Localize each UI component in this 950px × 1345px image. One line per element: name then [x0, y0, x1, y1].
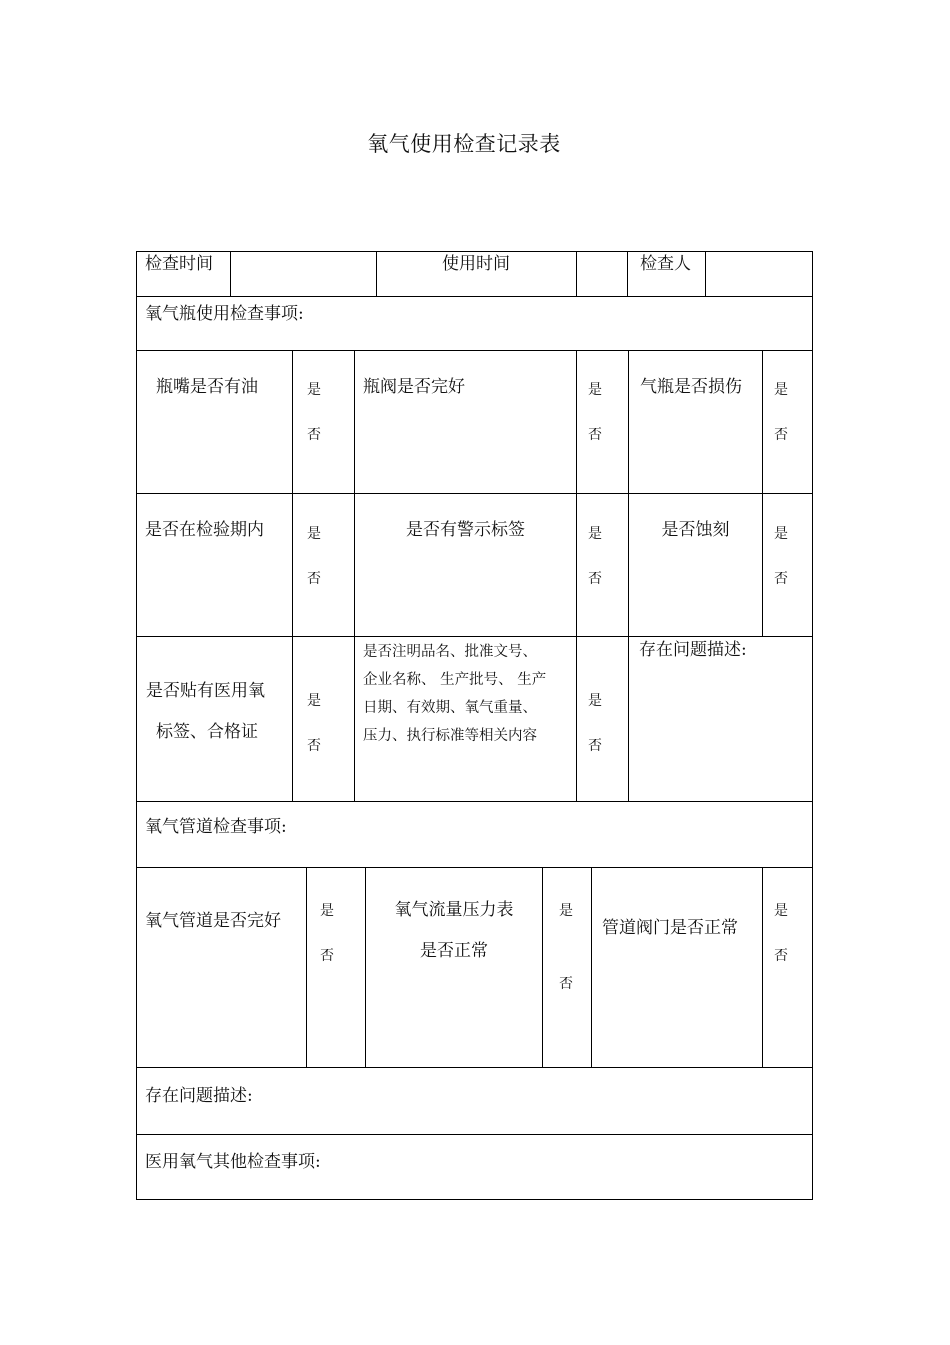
page-title: 氧气使用检查记录表 [367, 132, 561, 156]
inspector-label: 检查人 [640, 254, 691, 274]
no-option[interactable]: 否 [588, 571, 602, 587]
yes-option[interactable]: 是 [559, 903, 573, 919]
problem-description-label: 存在问题描述: [145, 1086, 253, 1106]
no-option[interactable]: 否 [774, 571, 788, 587]
flow-gauge-line2: 是否正常 [420, 941, 488, 961]
no-option[interactable]: 否 [774, 948, 788, 964]
no-option[interactable]: 否 [774, 427, 788, 443]
other-items-label: 医用氧气其他检查事项: [145, 1152, 321, 1172]
yes-option[interactable]: 是 [588, 526, 602, 542]
pipe-valve-label: 管道阀门是否正常 [602, 918, 738, 938]
inspection-period-label: 是否在检验期内 [145, 520, 264, 540]
warning-label-label: 是否有警示标签 [406, 520, 525, 540]
yes-option[interactable]: 是 [774, 903, 788, 919]
yes-option[interactable]: 是 [307, 382, 321, 398]
no-option[interactable]: 否 [307, 427, 321, 443]
flow-gauge-line1: 氧气流量压力表 [394, 900, 514, 920]
yes-option[interactable]: 是 [307, 526, 321, 542]
cylinder-section-heading: 氧气瓶使用检查事项: [145, 304, 304, 324]
no-option[interactable]: 否 [559, 976, 573, 992]
yes-option[interactable]: 是 [588, 693, 602, 709]
inspect-time-label: 检查时间 [145, 254, 213, 274]
cylinder-problem-label: 存在问题描述: [639, 640, 747, 660]
yes-option[interactable]: 是 [307, 693, 321, 709]
yes-option[interactable]: 是 [774, 382, 788, 398]
cylinder-damage-label: 气瓶是否损伤 [640, 377, 742, 397]
no-option[interactable]: 否 [307, 571, 321, 587]
inspection-form [136, 251, 813, 1200]
nozzle-oil-label: 瓶嘴是否有油 [156, 377, 258, 397]
label-detail-text: 是否注明品名、批准文号、 企业名称、 生产批号、 生产 日期、有效期、氧气重量、 压力、执行标准等相关内容 [363, 644, 547, 744]
use-time-label: 使用时间 [442, 254, 510, 274]
valve-intact-label: 瓶阀是否完好 [363, 377, 465, 397]
medical-label-line2: 标签、合格证 [156, 722, 258, 742]
no-option[interactable]: 否 [588, 738, 602, 754]
yes-option[interactable]: 是 [588, 382, 602, 398]
use-time-field[interactable] [577, 252, 627, 296]
no-option[interactable]: 否 [320, 948, 334, 964]
inspect-time-field[interactable] [231, 252, 376, 296]
no-option[interactable]: 否 [588, 427, 602, 443]
yes-option[interactable]: 是 [774, 526, 788, 542]
medical-label-line1: 是否贴有医用氧 [146, 681, 265, 701]
no-option[interactable]: 否 [307, 738, 321, 754]
etching-label: 是否蚀刻 [661, 520, 730, 540]
pipe-section-heading: 氧气管道检查事项: [145, 817, 287, 837]
pipe-intact-label: 氧气管道是否完好 [145, 911, 281, 931]
yes-option[interactable]: 是 [320, 903, 334, 919]
inspector-field[interactable] [706, 252, 812, 296]
